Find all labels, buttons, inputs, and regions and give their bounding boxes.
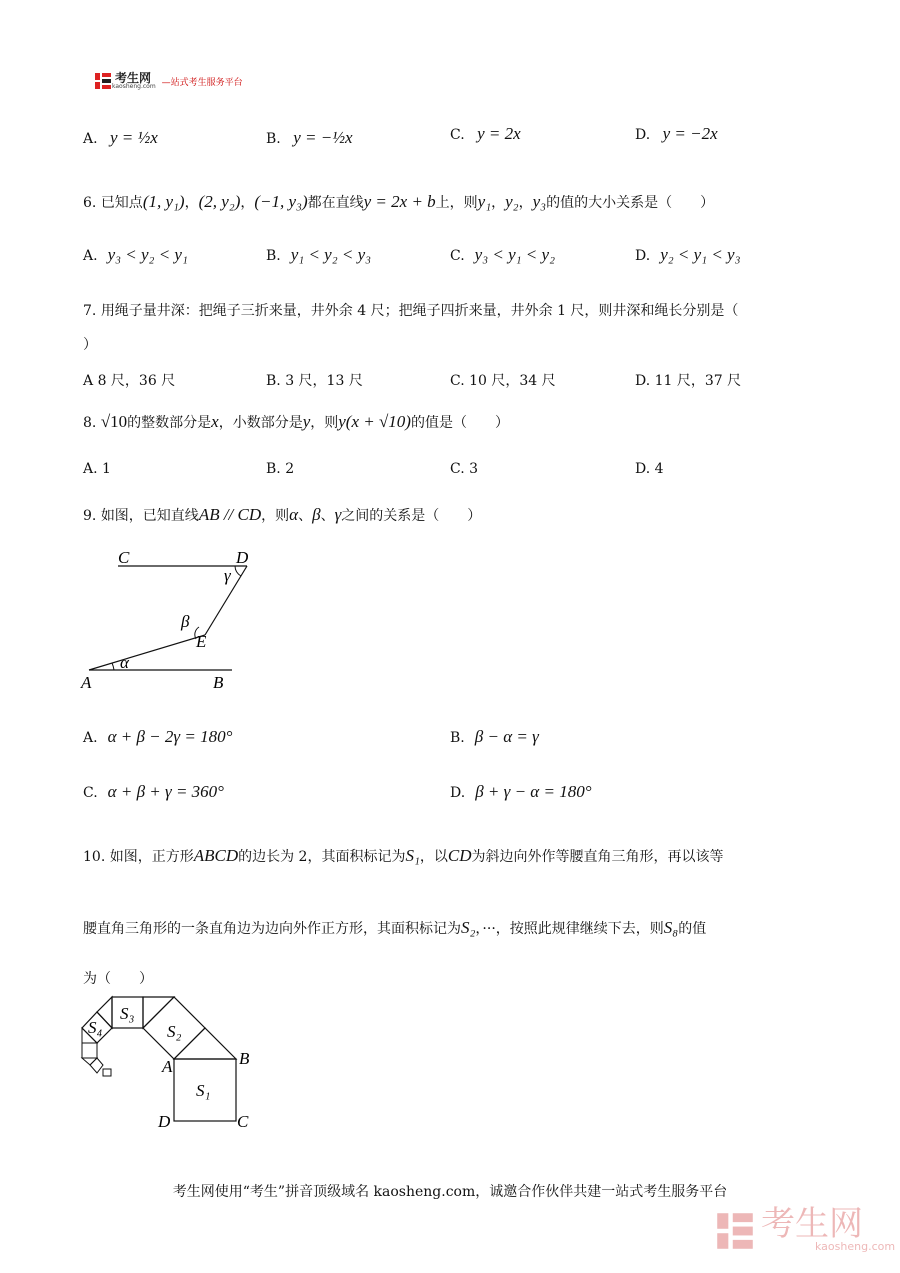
- q6-option-d: D. y₂ < y₁ < y₃: [635, 245, 741, 264]
- logo-icon: [94, 72, 112, 90]
- q7-stem-cont: ）: [83, 337, 97, 353]
- fig9-label-c: C: [118, 548, 130, 567]
- fig9-label-beta: β: [181, 612, 190, 631]
- watermark: [715, 1204, 896, 1253]
- q10-stem-line3: 为（ ）: [83, 971, 153, 987]
- fig10-label-d: D: [158, 1112, 171, 1131]
- q9-option-d: D. β + γ − α = 180°: [450, 782, 592, 801]
- q10-stem: 10. 如图，正方形ABCD的边长为 2，其面积标记为S₁，以CD为斜边向外作等腰直角三角形，再以该等: [83, 846, 724, 865]
- fig10-label-b: B: [239, 1049, 250, 1068]
- fig10-label-s2: S₂: [167, 1022, 182, 1041]
- q9-option-a: A. α + β − 2γ = 180°: [83, 727, 233, 746]
- fig10-label-c: C: [237, 1112, 249, 1131]
- fig10-label-s1: S₁: [196, 1081, 211, 1100]
- fig9-label-a: A: [81, 673, 92, 692]
- fig9-label-d: D: [236, 548, 249, 567]
- q9-option-b: B. β − α = γ: [450, 727, 539, 746]
- fig9-label-gamma: γ: [224, 566, 231, 585]
- fig10-label-s3: S₃: [120, 1004, 135, 1023]
- header-logo: [94, 72, 243, 90]
- logo-sub: kaosheng.com: [112, 82, 156, 90]
- q7-option-b: B. 3 尺，13 尺: [266, 373, 363, 389]
- q10-stem-line2: 腰直角三角形的一条直角边为边向外作正方形，其面积标记为S₂，···，按照此规律继续下去，则S₈的值: [83, 918, 707, 937]
- fig10-label-a: A: [162, 1057, 173, 1076]
- watermark-sub: kaosheng.com: [815, 1240, 896, 1253]
- logo-brand: 考生网: [115, 70, 152, 85]
- q9-stem: 9. 如图，已知直线AB // CD，则α、β、γ之间的关系是（ ）: [83, 505, 482, 524]
- q9-figure: [75, 545, 255, 695]
- q5-option-a: A. y = ½x: [83, 128, 158, 147]
- q8-option-c: C. 3: [450, 461, 479, 477]
- fig10-label-s4: S₄: [88, 1018, 103, 1037]
- fig9-label-alpha: α: [120, 653, 129, 672]
- q7-option-a: A 8 尺，36 尺: [83, 373, 176, 389]
- q8-stem: 8. √10的整数部分是x，小数部分是y，则y(x + √10)的值是（ ）: [83, 412, 509, 431]
- fig9-label-b: B: [213, 673, 224, 692]
- q5-option-d: D. y = −2x: [635, 124, 718, 143]
- q6-option-a: A. y₃ < y₂ < y₁: [83, 245, 188, 264]
- q8-option-b: B. 2: [266, 461, 295, 477]
- q7-option-c: C. 10 尺，34 尺: [450, 373, 556, 389]
- watermark-logo-icon: [715, 1211, 755, 1251]
- q6-option-c: C. y₃ < y₁ < y₂: [450, 245, 555, 264]
- logo-slogan: —站式考生服务平台: [161, 77, 243, 88]
- q7-stem: 7. 用绳子量井深：把绳子三折来量，井外余 4 尺；把绳子四折来量，井外余 1 尺，则井深和绳长分别是（: [83, 303, 739, 319]
- q8-option-d: D. 4: [635, 461, 664, 477]
- page-footer: 考生网使用“考生”拼音顶级域名 kaosheng.com，诚邀合作伙伴共建一站式考生服务平台: [172, 1184, 728, 1200]
- q10-figure: [70, 993, 260, 1133]
- q5-option-b: B. y = −½x: [266, 128, 353, 147]
- q6-stem: 6. 已知点(1, y₁)，(2, y₂)，(−1, y₃)都在直线y = 2x + b上，则y₁，y₂，y₃的值的大小关系是（ ）: [83, 192, 715, 211]
- q5-option-c: C. y = 2x: [450, 124, 521, 143]
- fig9-label-e: E: [196, 632, 207, 651]
- q8-option-a: A. 1: [83, 461, 111, 477]
- q7-option-d: D. 11 尺，37 尺: [635, 373, 742, 389]
- q9-option-c: C. α + β + γ = 360°: [83, 782, 224, 801]
- q6-option-b: B. y₁ < y₂ < y₃: [266, 245, 372, 264]
- watermark-brand: 考生网: [761, 1204, 863, 1244]
